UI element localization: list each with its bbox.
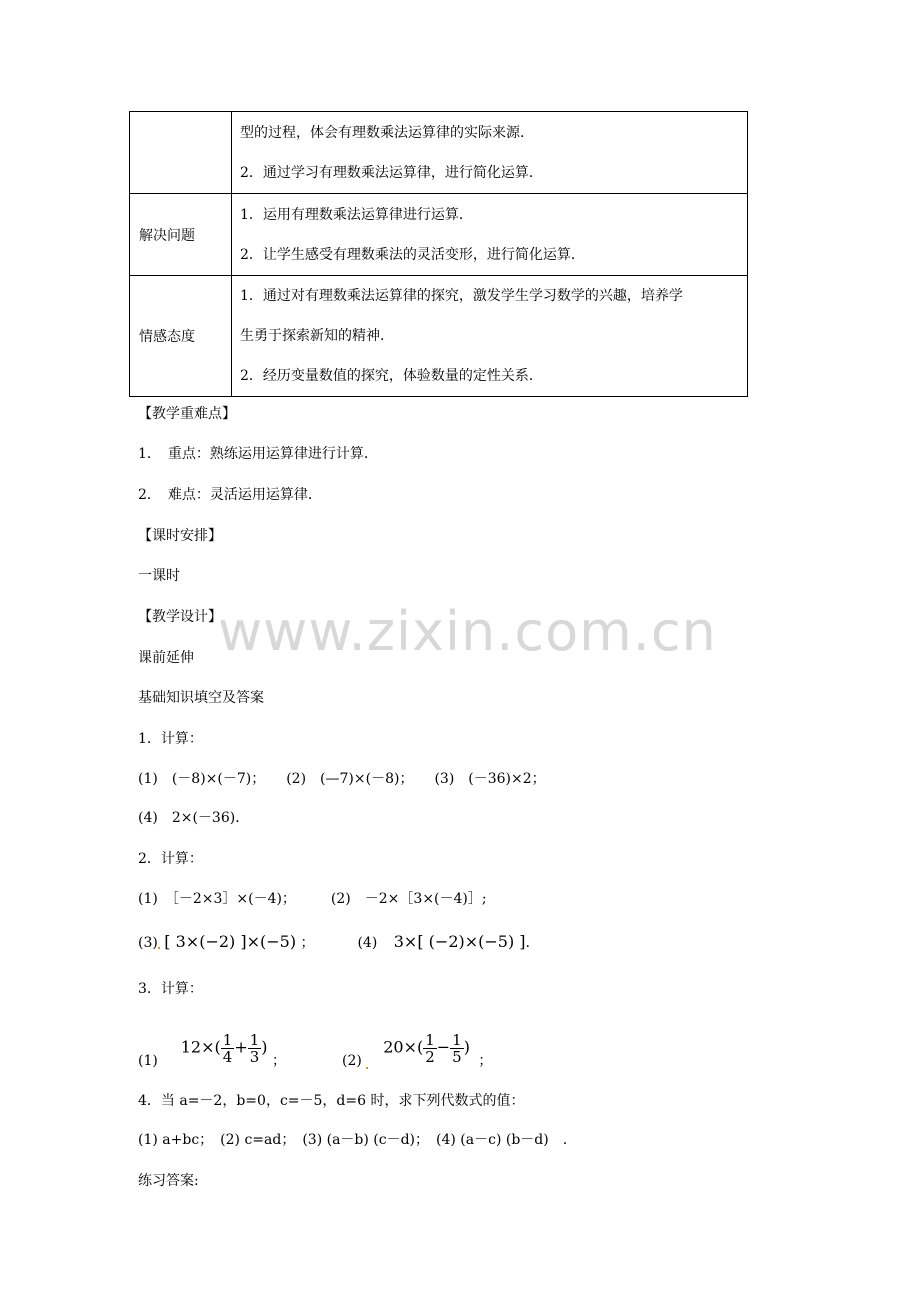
mark-dot xyxy=(158,947,160,949)
objectives-table xyxy=(129,111,748,397)
punctuation: . xyxy=(525,935,530,951)
question-2-line-2 xyxy=(138,932,530,953)
table-row xyxy=(130,276,748,397)
math-coefficient: 20×( xyxy=(383,1037,424,1057)
part-label: (3) xyxy=(138,935,158,951)
answers-heading: 练习答案: xyxy=(138,1173,199,1189)
part-label: (2) xyxy=(342,1052,362,1069)
fraction xyxy=(450,1032,464,1065)
question-2-line-1: (1) ［－2×3］×(－4)； (2) －2×［3×(－4)］; xyxy=(138,891,487,907)
numerator: 1 xyxy=(425,1031,435,1049)
punctuation: ； xyxy=(271,1052,286,1069)
schedule-text: 一课时 xyxy=(138,568,180,584)
question-3-part-1 xyxy=(138,1031,286,1069)
content-line: 2．通过学习有理数乘法运算律，进行简化运算． xyxy=(240,165,543,181)
watermark: www.zixin.com.cn xyxy=(218,600,717,663)
key-point-2: 2． 难点：灵活运用运算律． xyxy=(138,487,322,503)
punctuation: ； xyxy=(478,1052,493,1069)
content-line: 2．让学生感受有理数乘法的灵活变形，进行简化运算． xyxy=(240,246,585,263)
pre-class-label: 课前延伸 xyxy=(138,650,194,666)
content-line: 2．经历变量数值的探究，体验数量的定性关系． xyxy=(240,368,543,384)
row-content xyxy=(232,194,748,276)
basic-knowledge-label: 基础知识填空及答案 xyxy=(138,690,264,706)
numerator: 1 xyxy=(222,1031,233,1049)
numerator: 1 xyxy=(249,1031,260,1049)
question-1-line-2: (4) 2×(－36)． xyxy=(138,810,250,826)
heading-schedule: 【课时安排】 xyxy=(138,528,222,544)
row-content xyxy=(232,276,748,397)
content-line: 生勇于探索新知的精神． xyxy=(240,328,394,344)
heading-key-points: 【教学重难点】 xyxy=(138,406,236,422)
denominator: 5 xyxy=(452,1048,462,1066)
question-4-line-1: (1) a+bc； (2) c=ad； (3) (a－b) (c－d)； (4) (a－c) (b－d) . xyxy=(138,1132,568,1148)
part-label: (4) xyxy=(357,935,378,951)
denominator: 4 xyxy=(222,1048,233,1066)
content-line: 1．运用有理数乘法运算律进行运算． xyxy=(240,206,473,223)
operator: − xyxy=(436,1037,451,1057)
question-1-title: 1．计算： xyxy=(138,731,203,747)
row-content xyxy=(232,112,748,194)
mark-dot xyxy=(366,1067,368,1069)
fraction xyxy=(221,1032,235,1065)
fraction xyxy=(423,1032,437,1065)
question-3-title: 3．计算： xyxy=(138,981,203,997)
row-label: 解决问题 xyxy=(130,194,232,276)
fraction xyxy=(248,1032,262,1065)
part-label: (1) xyxy=(138,1052,158,1069)
math-coefficient: 12×( xyxy=(180,1037,221,1057)
table-row xyxy=(130,112,748,194)
question-2-title: 2．计算： xyxy=(138,851,203,867)
denominator: 3 xyxy=(249,1048,260,1066)
table-row xyxy=(130,194,748,276)
key-point-1: 1． 重点：熟练运用运算律进行计算． xyxy=(138,446,378,462)
question-3-part-2 xyxy=(342,1031,493,1069)
operator: + xyxy=(234,1037,248,1057)
numerator: 1 xyxy=(452,1031,462,1049)
math-expression: [ 3×(−2) ]×(−5) xyxy=(164,932,297,951)
question-4-title: 4．当 a=－2，b=0，c=－5，d=6 时，求下列代数式的值： xyxy=(138,1093,525,1109)
content-line: 1．通过对有理数乘法运算律的探究，激发学生学习数学的兴趣，培养学 xyxy=(240,288,683,304)
math-expression: 3×[ (−2)×(−5) ] xyxy=(393,932,526,951)
heading-design: 【教学设计】 xyxy=(138,609,222,625)
row-label: 情感态度 xyxy=(130,276,232,397)
row-label xyxy=(130,112,232,194)
punctuation: ； xyxy=(300,935,315,951)
content-line: 型的过程，体会有理数乘法运算律的实际来源． xyxy=(240,125,534,141)
math-close: ) xyxy=(463,1037,470,1057)
math-close: ) xyxy=(261,1037,268,1057)
denominator: 2 xyxy=(425,1048,435,1066)
question-1-line-1: (1) (－8)×(－7)； (2) (—7)×(－8)； (3) (－36)×2； xyxy=(138,771,546,787)
